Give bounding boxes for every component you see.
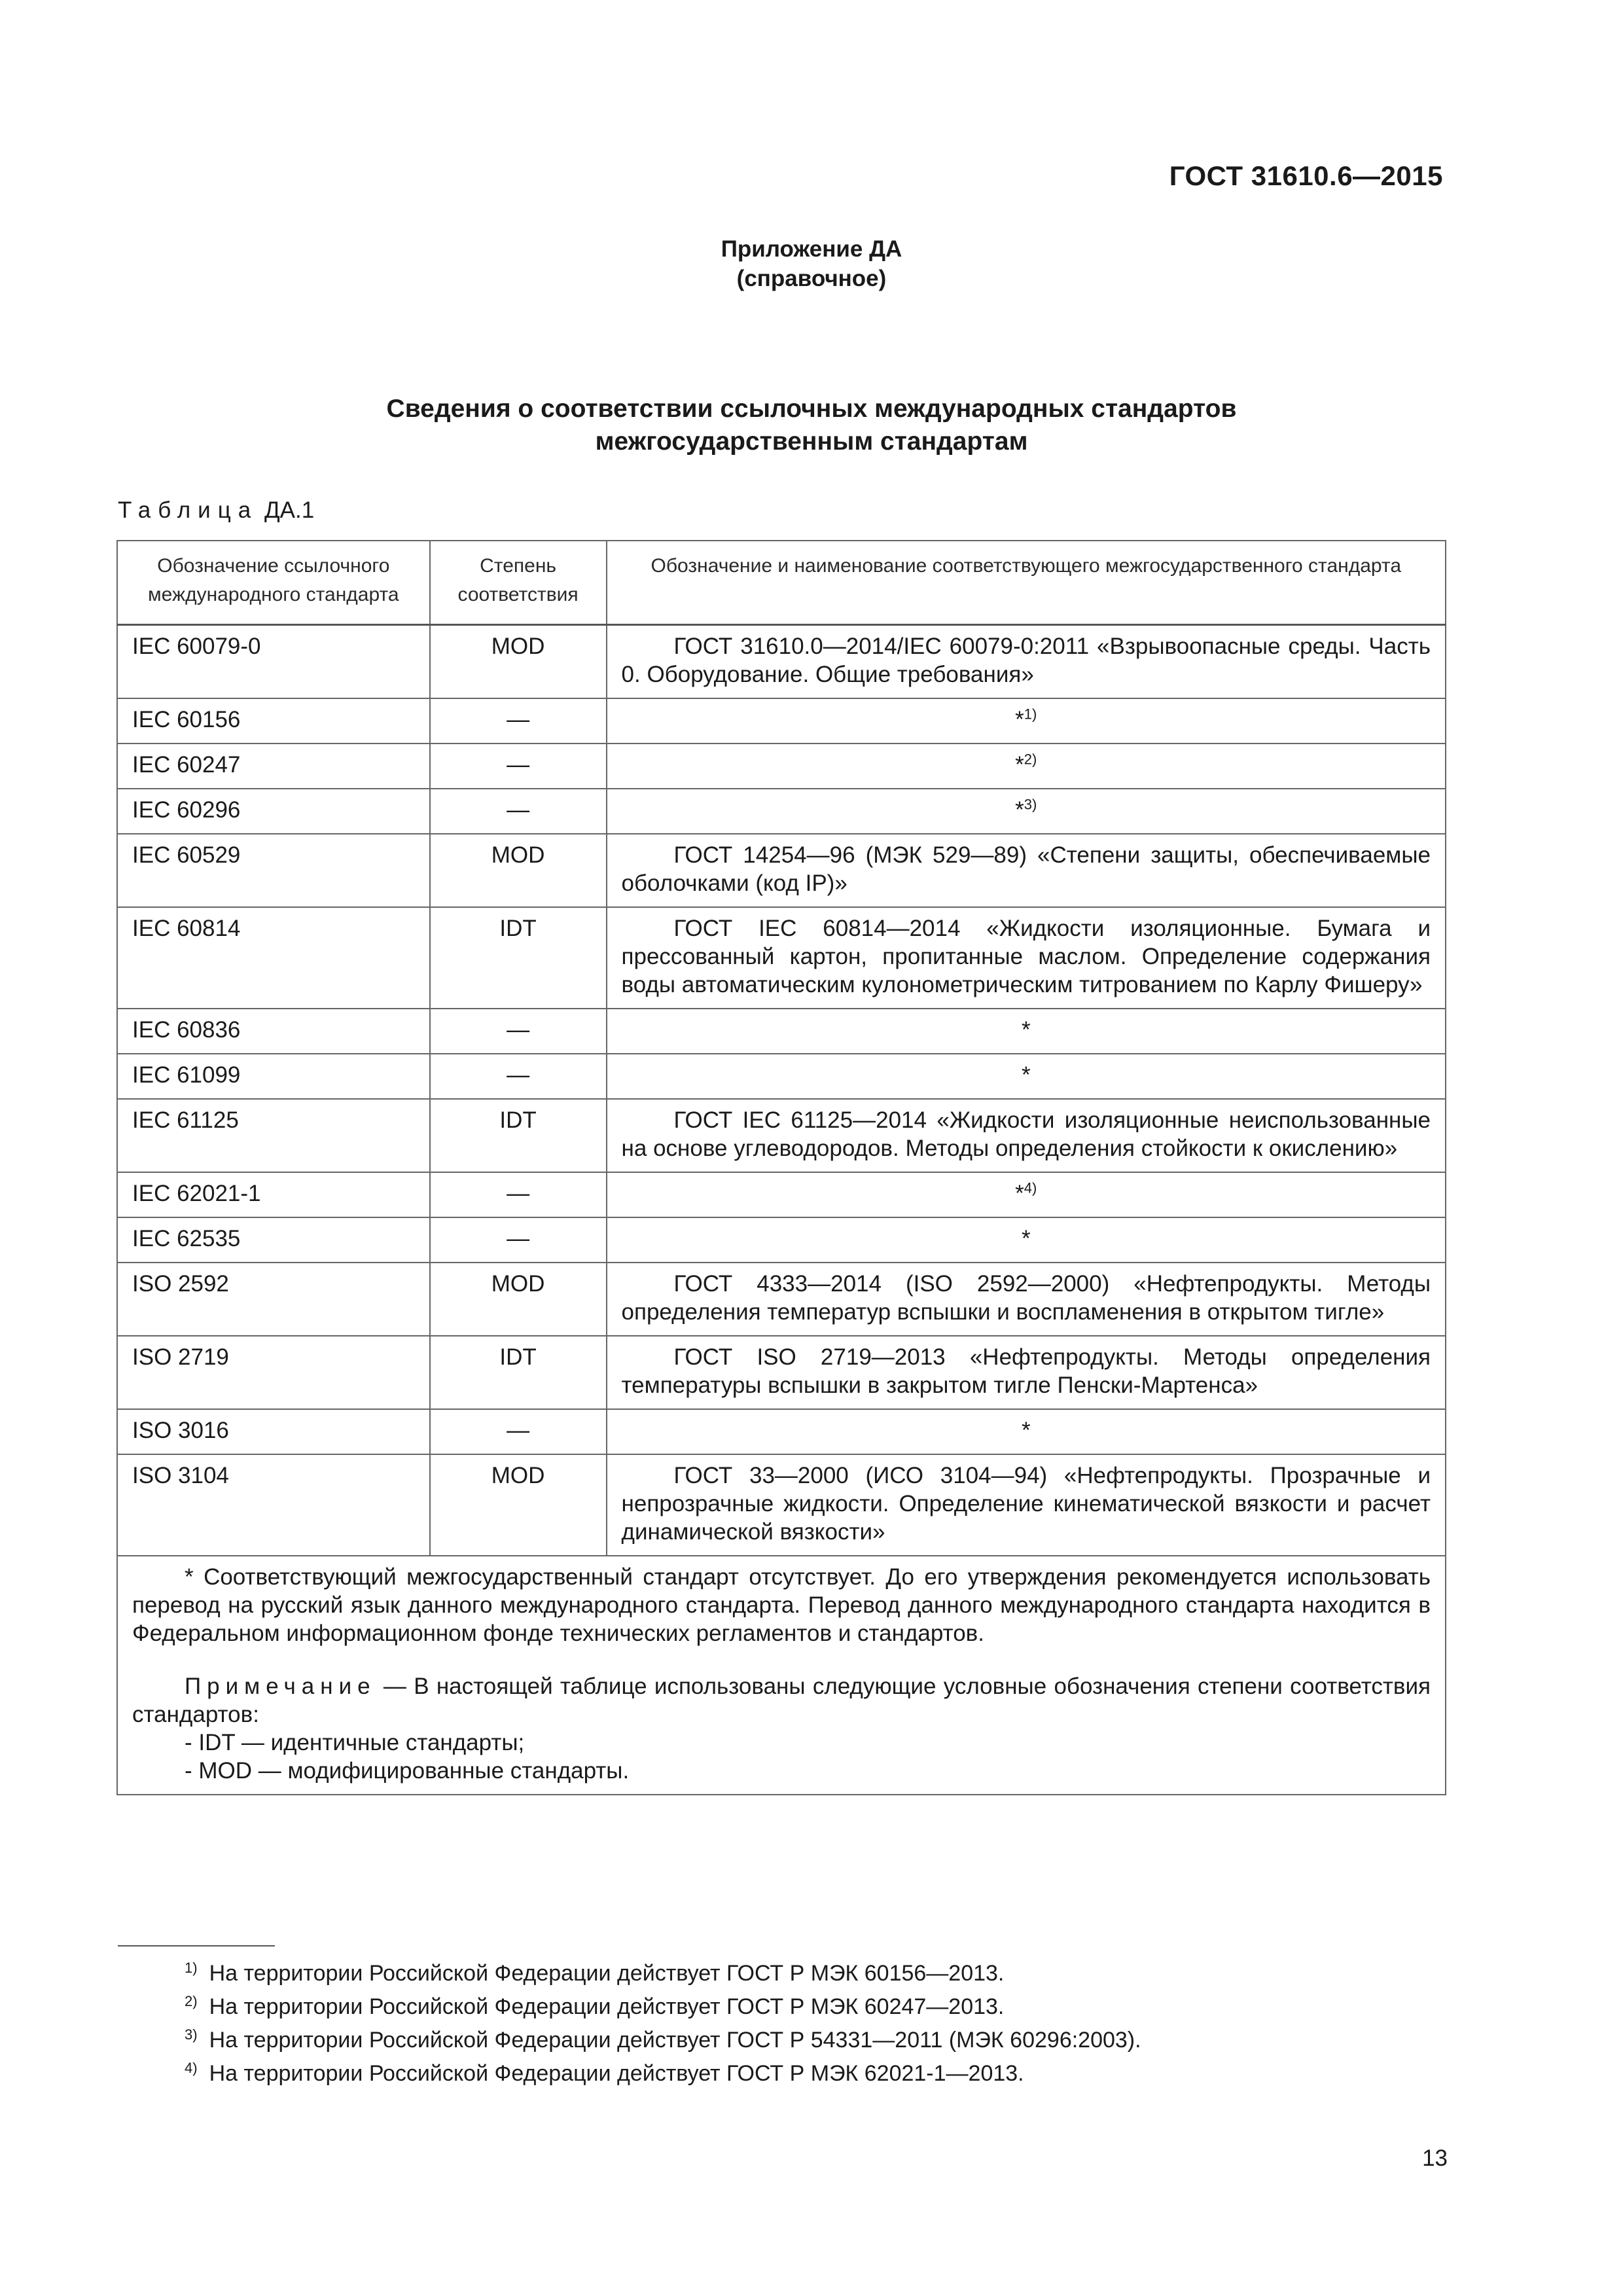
- cell-standard: IEC 60247: [117, 744, 430, 789]
- table-header-row: [117, 541, 1446, 625]
- cell-degree: MOD: [430, 625, 607, 699]
- asterisk-note: * Соответствующий межгосударственный стандарт отсутствует. До его утверждения рекомендуется использовать перевод на русский язык данного международного стандарта. Перевод данного международного стандарта находится в Федеральном информационном фонде технических регламентов и стандартов.: [132, 1564, 1431, 1646]
- cell-standard: IEC 62021-1: [117, 1172, 430, 1217]
- note-text: — В настоящей таблице использованы следующие условные обозначения степени соответствия стандартов:: [132, 1674, 1431, 1727]
- appendix-block: [0, 234, 1623, 293]
- appendix-subtitle: (справочное): [736, 266, 887, 291]
- cell-standard: IEC 61125: [117, 1099, 430, 1172]
- cell-description: [607, 1409, 1446, 1454]
- cell-degree: —: [430, 1409, 607, 1454]
- table-notes-row: [117, 1556, 1446, 1795]
- asterisk-mark: *: [1021, 1062, 1031, 1088]
- footnote-1: [185, 1957, 1141, 1990]
- table-row: [117, 789, 1446, 834]
- table-row: [117, 1217, 1446, 1263]
- table-row: [117, 744, 1446, 789]
- cell-standard: IEC 60529: [117, 834, 430, 907]
- cell-standard: ISO 3104: [117, 1454, 430, 1556]
- cell-standard: ISO 3016: [117, 1409, 430, 1454]
- cell-standard: IEC 60079-0: [117, 625, 430, 699]
- cell-degree: —: [430, 1009, 607, 1054]
- asterisk-mark: *: [1021, 1017, 1031, 1043]
- description-text: ГОСТ 31610.0—2014/IEC 60079-0:2011 «Взрывоопасные среды. Часть 0. Оборудование. Общие требования»: [621, 634, 1431, 687]
- table-row: [117, 1009, 1446, 1054]
- table-row: [117, 1336, 1446, 1409]
- footnote-text: На территории Российской Федерации действует ГОСТ Р МЭК 60156—2013.: [209, 1961, 1005, 1986]
- description-text: ГОСТ 14254—96 (МЭК 529—89) «Степени защиты, обеспечиваемые оболочками (код IP)»: [621, 842, 1431, 896]
- table-row: [117, 1099, 1446, 1172]
- footnote-mark: 1): [185, 1959, 198, 1976]
- footnote-ref: 3): [1024, 796, 1037, 813]
- column-header-degree: Степень соответствия: [430, 541, 607, 625]
- table-notes: [117, 1556, 1446, 1795]
- footnote-text: На территории Российской Федерации действует ГОСТ Р 54331—2011 (МЭК 60296:2003).: [209, 2028, 1141, 2053]
- column-header-description: Обозначение и наименование соответствующего межгосударственного стандарта: [607, 541, 1446, 625]
- note-item-idt: - IDT — идентичные стандарты;: [185, 1730, 525, 1755]
- footnote-text: На территории Российской Федерации действует ГОСТ Р МЭК 60247—2013.: [209, 1994, 1005, 2019]
- cell-description: [607, 698, 1446, 744]
- cell-description: [607, 1099, 1446, 1172]
- table-row: [117, 698, 1446, 744]
- note-item-mod: - MOD — модифицированные стандарты.: [185, 1758, 630, 1784]
- cell-description: [607, 789, 1446, 834]
- description-text: ГОСТ ISO 2719—2013 «Нефтепродукты. Методы определения температуры вспышки в закрытом тигле Пенски-Мартенса»: [621, 1344, 1431, 1398]
- cell-description: [607, 1009, 1446, 1054]
- cell-description: [607, 1217, 1446, 1263]
- column-header-standard: Обозначение ссылочного международного стандарта: [117, 541, 430, 625]
- cell-description: [607, 834, 1446, 907]
- cell-standard: IEC 60814: [117, 907, 430, 1009]
- cell-description: [607, 625, 1446, 699]
- footnote-text: На территории Российской Федерации действует ГОСТ Р МЭК 62021-1—2013.: [209, 2061, 1024, 2086]
- table-body: [117, 625, 1446, 1556]
- cell-degree: IDT: [430, 1336, 607, 1409]
- cell-description: [607, 1336, 1446, 1409]
- table-label-word: Таблица: [118, 497, 259, 523]
- footnote-3: [185, 2024, 1141, 2057]
- footnote-mark: 2): [185, 1992, 198, 2009]
- asterisk-mark: *: [1021, 1226, 1031, 1251]
- table-label: [118, 497, 314, 524]
- table-row: [117, 1054, 1446, 1099]
- footnote-separator: [118, 1945, 275, 1946]
- cell-description: [607, 1172, 1446, 1217]
- cell-standard: IEC 61099: [117, 1054, 430, 1099]
- footnote-2: [185, 1990, 1141, 2024]
- cell-description: [607, 744, 1446, 789]
- table-row: [117, 1263, 1446, 1336]
- cell-degree: —: [430, 698, 607, 744]
- description-text: ГОСТ 33—2000 (ИСО 3104—94) «Нефтепродукты. Прозрачные и непрозрачные жидкости. Определение кинематической вязкости и расчет динамической вязкости»: [621, 1463, 1431, 1545]
- table-row: [117, 834, 1446, 907]
- footnote-4: [185, 2057, 1141, 2090]
- cell-degree: —: [430, 789, 607, 834]
- table-row: [117, 1172, 1446, 1217]
- cell-description: [607, 1454, 1446, 1556]
- table-row: [117, 1409, 1446, 1454]
- cell-standard: ISO 2719: [117, 1336, 430, 1409]
- document-code: ГОСТ 31610.6—2015: [1169, 160, 1443, 191]
- cell-standard: ISO 2592: [117, 1263, 430, 1336]
- standards-table: [116, 540, 1446, 1795]
- cell-description: [607, 907, 1446, 1009]
- page-number: 13: [1422, 2145, 1448, 2171]
- heading-line-2: межгосударственным стандартам: [595, 427, 1028, 456]
- cell-standard: IEC 60836: [117, 1009, 430, 1054]
- footnote-mark: 3): [185, 2026, 198, 2043]
- table-row: [117, 625, 1446, 699]
- note-paragraph: [132, 1672, 1431, 1729]
- footnotes: [185, 1957, 1141, 2090]
- cell-description: [607, 1263, 1446, 1336]
- cell-degree: —: [430, 1172, 607, 1217]
- cell-degree: MOD: [430, 1263, 607, 1336]
- table-label-number: ДА.1: [264, 497, 315, 523]
- cell-degree: MOD: [430, 834, 607, 907]
- table-row: [117, 1454, 1446, 1556]
- description-text: ГОСТ 4333—2014 (ISO 2592—2000) «Нефтепродукты. Методы определения температур вспышки и воспламенения в открытом тигле»: [621, 1271, 1431, 1325]
- footnote-mark: 4): [185, 2059, 198, 2076]
- appendix-title: Приложение ДА: [721, 236, 902, 262]
- cell-standard: IEC 60296: [117, 789, 430, 834]
- cell-description: [607, 1054, 1446, 1099]
- cell-standard: IEC 60156: [117, 698, 430, 744]
- description-text: ГОСТ IEC 60814—2014 «Жидкости изоляционные. Бумага и прессованный картон, пропитанные маслом. Определение содержания воды автоматическим кулонометрическим титрованием по Карлу Фишеру»: [621, 916, 1431, 997]
- asterisk-mark: *: [1015, 752, 1024, 778]
- asterisk-mark: *: [1021, 1418, 1031, 1443]
- section-heading: [0, 393, 1623, 458]
- cell-degree: IDT: [430, 907, 607, 1009]
- asterisk-mark: *: [1015, 1181, 1024, 1206]
- description-text: ГОСТ IEC 61125—2014 «Жидкости изоляционные неиспользованные на основе углеводородов. Методы определения стойкости к окислению»: [621, 1107, 1431, 1161]
- cell-degree: IDT: [430, 1099, 607, 1172]
- footnote-ref: 1): [1024, 706, 1037, 723]
- footnote-ref: 2): [1024, 751, 1037, 768]
- cell-degree: —: [430, 744, 607, 789]
- cell-degree: —: [430, 1217, 607, 1263]
- cell-degree: MOD: [430, 1454, 607, 1556]
- note-word: Примечание: [185, 1674, 376, 1699]
- asterisk-mark: *: [1015, 707, 1024, 732]
- footnote-ref: 4): [1024, 1179, 1037, 1196]
- heading-line-1: Сведения о соответствии ссылочных международных стандартов: [386, 395, 1237, 423]
- asterisk-mark: *: [1015, 797, 1024, 823]
- table-row: [117, 907, 1446, 1009]
- cell-standard: IEC 62535: [117, 1217, 430, 1263]
- cell-degree: —: [430, 1054, 607, 1099]
